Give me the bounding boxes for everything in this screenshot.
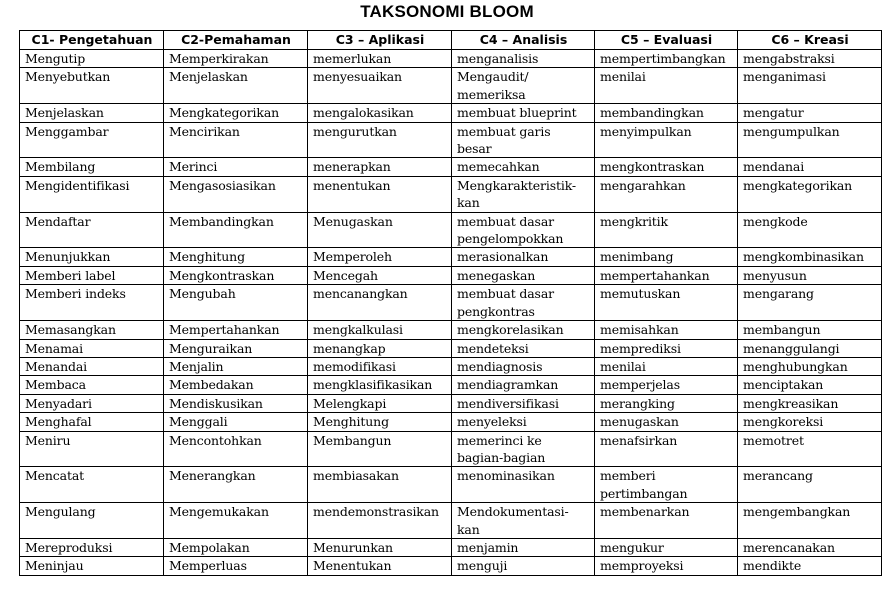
table-cell-c3: mengkalkulasi xyxy=(308,321,452,339)
table-cell-c2: Mengemukakan xyxy=(164,503,308,539)
table-cell-c3: menyesuaikan xyxy=(308,68,452,104)
table-cell-c1: Meniru xyxy=(20,431,164,467)
table-cell-c4: mendiagnosis xyxy=(452,357,595,375)
table-cell-c5: memutuskan xyxy=(595,285,738,321)
table-cell-c2: Menghitung xyxy=(164,248,308,266)
table-row xyxy=(20,357,882,375)
table-cell-c2: Mengkontraskan xyxy=(164,266,308,284)
table-cell-c1: Mendaftar xyxy=(20,212,164,248)
table-cell-c2: Mempolakan xyxy=(164,538,308,556)
table-cell-c5: menyimpulkan xyxy=(595,122,738,158)
table-cell-c4: mendiagramkan xyxy=(452,376,595,394)
table-cell-c5: menilai xyxy=(595,357,738,375)
column-header-c1: C1- Pengetahuan xyxy=(20,31,164,50)
table-cell-c4: mengkorelasikan xyxy=(452,321,595,339)
table-cell-c5: menilai xyxy=(595,68,738,104)
table-row xyxy=(20,467,882,503)
table-cell-c6: menanggulangi xyxy=(738,339,882,357)
column-header-c4: C4 – Analisis xyxy=(452,31,595,50)
table-cell-c6: memotret xyxy=(738,431,882,467)
table-cell-c5: membenarkan xyxy=(595,503,738,539)
table-cell-c6: menyusun xyxy=(738,266,882,284)
table-cell-c5: mempertahankan xyxy=(595,266,738,284)
table-cell-c6: mengkode xyxy=(738,212,882,248)
table-body xyxy=(20,50,882,576)
table-cell-c5: mengarahkan xyxy=(595,176,738,212)
table-cell-c6: mengkreasikan xyxy=(738,394,882,412)
table-cell-c5: mempertimbangkan xyxy=(595,50,738,68)
table-cell-c2: Mencontohkan xyxy=(164,431,308,467)
table-row xyxy=(20,248,882,266)
table-cell-c2: Membandingkan xyxy=(164,212,308,248)
table-cell-c1: Membilang xyxy=(20,158,164,176)
table-cell-c3: memodifikasi xyxy=(308,357,452,375)
table-row xyxy=(20,285,882,321)
table-cell-c2: Mendiskusikan xyxy=(164,394,308,412)
table-cell-c4: menganalisis xyxy=(452,50,595,68)
table-cell-c2: Membedakan xyxy=(164,376,308,394)
table-cell-c1: Menggambar xyxy=(20,122,164,158)
table-cell-c4: Mendokumentasi- kan xyxy=(452,503,595,539)
table-cell-c1: Mencatat xyxy=(20,467,164,503)
table-cell-c2: Mencirikan xyxy=(164,122,308,158)
column-header-c6: C6 – Kreasi xyxy=(738,31,882,50)
table-cell-c1: Menandai xyxy=(20,357,164,375)
table-cell-c3: mengalokasikan xyxy=(308,104,452,122)
table-cell-c6: merencanakan xyxy=(738,538,882,556)
table-cell-c4: memecahkan xyxy=(452,158,595,176)
table-row xyxy=(20,104,882,122)
table-row xyxy=(20,266,882,284)
table-cell-c5: memisahkan xyxy=(595,321,738,339)
table-cell-c2: Menguraikan xyxy=(164,339,308,357)
table-cell-c3: Menugaskan xyxy=(308,212,452,248)
table-cell-c3: membiasakan xyxy=(308,467,452,503)
table-cell-c3: memerlukan xyxy=(308,50,452,68)
table-cell-c1: Menjelaskan xyxy=(20,104,164,122)
table-cell-c1: Menamai xyxy=(20,339,164,357)
table-row xyxy=(20,394,882,412)
table-cell-c1: Memberi indeks xyxy=(20,285,164,321)
table-cell-c1: Meninjau xyxy=(20,557,164,575)
table-cell-c4: mendeteksi xyxy=(452,339,595,357)
table-cell-c3: menentukan xyxy=(308,176,452,212)
table-cell-c2: Merinci xyxy=(164,158,308,176)
table-cell-c1: Menghafal xyxy=(20,413,164,431)
table-cell-c3: mencanangkan xyxy=(308,285,452,321)
table-cell-c5: memproyeksi xyxy=(595,557,738,575)
table-cell-c3: Menghitung xyxy=(308,413,452,431)
table-cell-c5: memprediksi xyxy=(595,339,738,357)
table-cell-c1: Mereproduksi xyxy=(20,538,164,556)
table-cell-c2: Mengubah xyxy=(164,285,308,321)
table-cell-c2: Memperkirakan xyxy=(164,50,308,68)
table-cell-c5: merangking xyxy=(595,394,738,412)
table-row xyxy=(20,538,882,556)
table-cell-c4: merasionalkan xyxy=(452,248,595,266)
table-row xyxy=(20,321,882,339)
table-cell-c4: membuat blueprint xyxy=(452,104,595,122)
table-cell-c1: Mengutip xyxy=(20,50,164,68)
table-cell-c6: mengumpulkan xyxy=(738,122,882,158)
table-cell-c6: mengkategorikan xyxy=(738,176,882,212)
table-cell-c4: Mengaudit/ memeriksa xyxy=(452,68,595,104)
table-row xyxy=(20,503,882,539)
table-cell-c1: Mengulang xyxy=(20,503,164,539)
table-cell-c4: menegaskan xyxy=(452,266,595,284)
table-cell-c4: Mengkarakteristik- kan xyxy=(452,176,595,212)
table-cell-c2: Mengasosiasikan xyxy=(164,176,308,212)
table-cell-c1: Memasangkan xyxy=(20,321,164,339)
table-cell-c3: Membangun xyxy=(308,431,452,467)
table-row xyxy=(20,431,882,467)
table-cell-c5: memperjelas xyxy=(595,376,738,394)
table-cell-c6: mengatur xyxy=(738,104,882,122)
table-cell-c4: membuat dasar pengelompokkan xyxy=(452,212,595,248)
table-cell-c3: menerapkan xyxy=(308,158,452,176)
table-cell-c6: menciptakan xyxy=(738,376,882,394)
table-row xyxy=(20,212,882,248)
table-cell-c4: membuat dasar pengkontras xyxy=(452,285,595,321)
table-cell-c4: menyeleksi xyxy=(452,413,595,431)
table-cell-c1: Mengidentifikasi xyxy=(20,176,164,212)
table-cell-c6: merancang xyxy=(738,467,882,503)
table-row xyxy=(20,68,882,104)
table-cell-c2: Menjalin xyxy=(164,357,308,375)
column-header-c3: C3 – Aplikasi xyxy=(308,31,452,50)
table-cell-c3: mengklasifikasikan xyxy=(308,376,452,394)
table-cell-c2: Menjelaskan xyxy=(164,68,308,104)
table-cell-c3: Memperoleh xyxy=(308,248,452,266)
table-cell-c2: Menggali xyxy=(164,413,308,431)
table-cell-c6: menghubungkan xyxy=(738,357,882,375)
table-cell-c3: Menurunkan xyxy=(308,538,452,556)
table-cell-c4: mendiversifikasi xyxy=(452,394,595,412)
table-cell-c4: menjamin xyxy=(452,538,595,556)
table-cell-c6: mengkoreksi xyxy=(738,413,882,431)
table-row xyxy=(20,339,882,357)
table-cell-c4: memerinci ke bagian-bagian xyxy=(452,431,595,467)
table-cell-c5: menafsirkan xyxy=(595,431,738,467)
table-row xyxy=(20,158,882,176)
table-cell-c4: membuat garis besar xyxy=(452,122,595,158)
table-cell-c1: Menyebutkan xyxy=(20,68,164,104)
table-cell-c5: menugaskan xyxy=(595,413,738,431)
table-cell-c5: mengkontraskan xyxy=(595,158,738,176)
table-cell-c6: mengembangkan xyxy=(738,503,882,539)
table-cell-c6: mendikte xyxy=(738,557,882,575)
table-row xyxy=(20,176,882,212)
table-cell-c4: menguji xyxy=(452,557,595,575)
table-cell-c2: Mempertahankan xyxy=(164,321,308,339)
table-row xyxy=(20,50,882,68)
table-cell-c1: Memberi label xyxy=(20,266,164,284)
page-title: TAKSONOMI BLOOM xyxy=(360,2,534,21)
table-cell-c3: menangkap xyxy=(308,339,452,357)
table-cell-c6: mengarang xyxy=(738,285,882,321)
table-cell-c6: mengabstraksi xyxy=(738,50,882,68)
table-cell-c2: Memperluas xyxy=(164,557,308,575)
table-cell-c1: Menyadari xyxy=(20,394,164,412)
table-cell-c5: mengukur xyxy=(595,538,738,556)
table-cell-c3: mengurutkan xyxy=(308,122,452,158)
table-cell-c6: menganimasi xyxy=(738,68,882,104)
table-cell-c2: Mengkategorikan xyxy=(164,104,308,122)
table-cell-c5: membandingkan xyxy=(595,104,738,122)
table-cell-c2: Menerangkan xyxy=(164,467,308,503)
bloom-taxonomy-table xyxy=(19,30,882,576)
table-cell-c4: menominasikan xyxy=(452,467,595,503)
table-row xyxy=(20,557,882,575)
table-cell-c3: Menentukan xyxy=(308,557,452,575)
table-cell-c3: Melengkapi xyxy=(308,394,452,412)
table-row xyxy=(20,376,882,394)
table-cell-c3: mendemonstrasikan xyxy=(308,503,452,539)
table-header xyxy=(20,31,882,50)
column-header-c5: C5 – Evaluasi xyxy=(595,31,738,50)
table-cell-c5: mengkritik xyxy=(595,212,738,248)
header-row xyxy=(20,31,882,50)
table-cell-c1: Membaca xyxy=(20,376,164,394)
table-cell-c6: mengkombinasikan xyxy=(738,248,882,266)
table-cell-c5: memberi pertimbangan xyxy=(595,467,738,503)
table-cell-c6: membangun xyxy=(738,321,882,339)
table-cell-c3: Mencegah xyxy=(308,266,452,284)
table-cell-c1: Menunjukkan xyxy=(20,248,164,266)
column-header-c2: C2-Pemahaman xyxy=(164,31,308,50)
table-cell-c6: mendanai xyxy=(738,158,882,176)
table-cell-c5: menimbang xyxy=(595,248,738,266)
table-row xyxy=(20,413,882,431)
table-row xyxy=(20,122,882,158)
